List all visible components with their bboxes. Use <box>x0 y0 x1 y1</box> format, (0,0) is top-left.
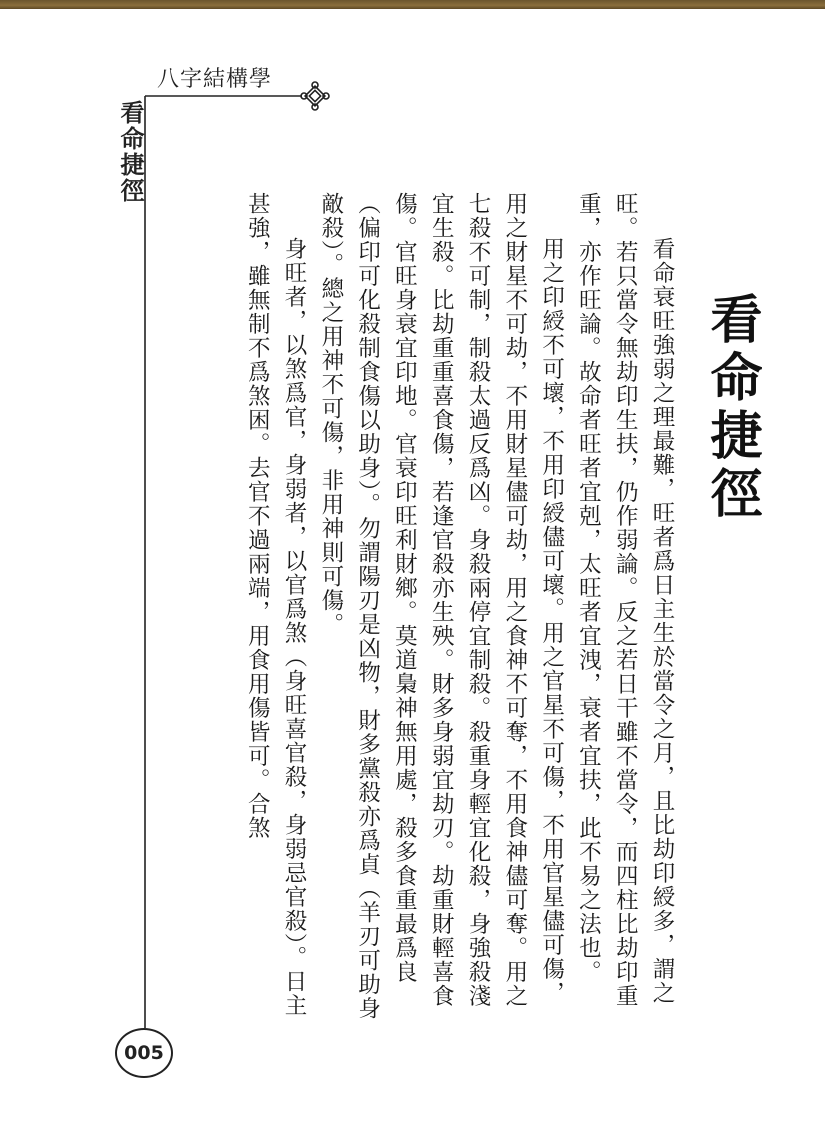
knot-ornament-icon <box>301 82 329 110</box>
chapter-side-label: 看命捷徑 <box>116 100 144 204</box>
chapter-heading: 看命捷徑 <box>701 292 762 524</box>
top-decorative-band <box>0 0 825 9</box>
body-text-block <box>190 192 680 1022</box>
book-title: 八字結構學 <box>157 67 273 92</box>
paragraph-1: 看命衰旺強弱之理最難，旺者爲日主生於當令之月，且比劫印綬多，謂之旺。若只當令無劫印生扶，仍作弱論。反之若日干雖不當令，而四柱比劫印重重，亦作旺論。故命者旺者宜剋，太旺者宜洩，衰者宜扶，此不易之法也。 <box>575 192 675 1008</box>
paragraph-3: 身旺者，以煞爲官，身弱者，以官爲煞（身旺喜官殺，身弱忌官殺）。日主甚強，雖無制不爲煞困。去官不過兩端，用食用傷皆可。合煞 <box>244 192 308 1018</box>
page-number: 005 <box>115 1028 173 1078</box>
paragraph-2: 用之印綬不可壞，不用印綬儘可壞。用之官星不可傷，不用官星儘可傷，用之財星不可劫，不用財星儘可劫，用之食神不可奪，不用食神儘可奪。用之七殺不可制，制殺太過反爲凶。身殺兩停宜制殺。殺重身輕宜化殺，身強殺淺宜生殺。比劫重重喜食傷，若逢官殺亦生殃。財多身弱宜劫刃。劫重財輕喜食傷。官旺身衰宜印地。官衰印旺利財鄉。莫道梟神無用處，殺多食重最爲良（偏印可化殺制食傷以助身）。勿謂陽刃是凶物，財多黨殺亦爲貞（羊刃可助身敵殺）。總之用神不可傷，非用神則可傷。 <box>317 192 565 1021</box>
